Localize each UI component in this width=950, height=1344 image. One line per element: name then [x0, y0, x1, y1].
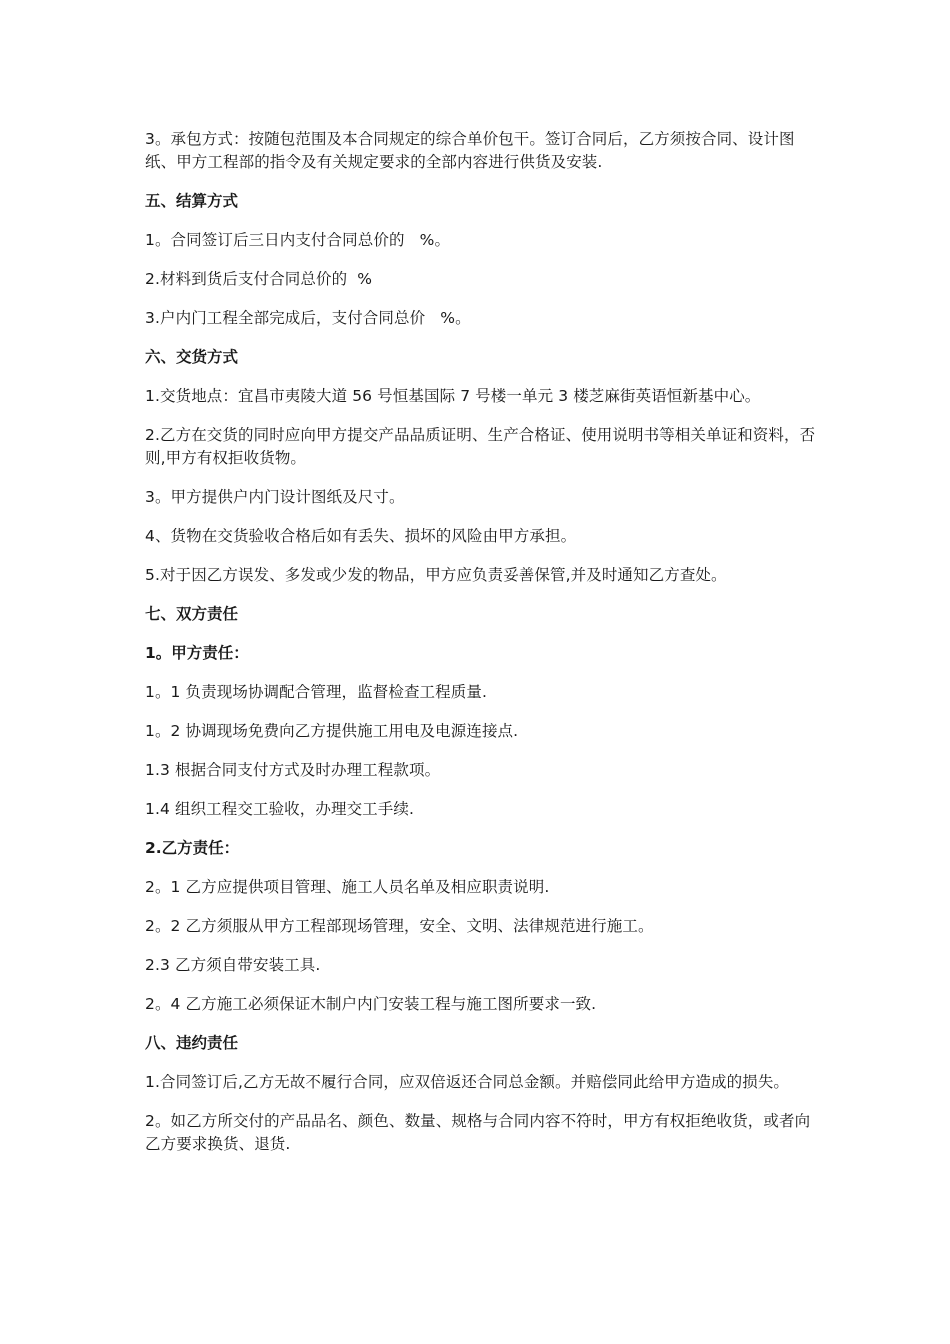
clause-party-b-2-4: 2。4 乙方施工必须保证木制户内门安装工程与施工图所要求一致. [145, 995, 597, 1013]
section-heading-delivery: 六、交货方式 [145, 348, 239, 366]
clause-breach-1: 1.合同签订后,乙方无故不履行合同，应双倍返还合同总金额。并赔偿同此给甲方造成的损失。 [145, 1073, 790, 1091]
subheading-party-b: 2.乙方责任： [145, 839, 240, 857]
section-heading-breach: 八、违约责任 [145, 1034, 239, 1052]
subheading-party-a: 1。甲方责任： [145, 644, 249, 662]
clause-delivery-3: 3。甲方提供户内门设计图纸及尺寸。 [145, 488, 405, 506]
clause-party-b-2-2: 2。2 乙方须服从甲方工程部现场管理，安全、文明、法律规范进行施工。 [145, 917, 654, 935]
clause-delivery-5: 5.对于因乙方误发、多发或少发的物品，甲方应负责妥善保管,并及时通知乙方查处。 [145, 566, 727, 584]
clause-party-a-1-3: 1.3 根据合同支付方式及时办理工程款项。 [145, 761, 441, 779]
clause-settlement-1: 1。合同签订后三日内支付合同总价的 %。 [145, 231, 451, 249]
clause-delivery-2: 2.乙方在交货的同时应向甲方提交产品品质证明、生产合格证、使用说明书等相关单证和资料，否则,甲方有权拒收货物。 [145, 426, 816, 467]
clause-party-b-2-1: 2。1 乙方应提供项目管理、施工人员名单及相应职责说明. [145, 878, 550, 896]
clause-settlement-3: 3.户内门工程全部完成后，支付合同总价 %。 [145, 309, 471, 327]
clause-party-a-1-2: 1。2 协调现场免费向乙方提供施工用电及电源连接点. [145, 722, 519, 740]
clause-delivery-1: 1.交货地点：宜昌市夷陵大道 56 号恒基国际 7 号楼一单元 3 楼芝麻街英语恒新基中心。 [145, 387, 761, 405]
section-heading-responsibilities: 七、双方责任 [145, 605, 239, 623]
clause-settlement-2: 2.材料到货后支付合同总价的 % [145, 270, 373, 288]
clause-party-a-1-4: 1.4 组织工程交工验收，办理交工手续. [145, 800, 415, 818]
clause-breach-2: 2。如乙方所交付的产品品名、颜色、数量、规格与合同内容不符时，甲方有权拒绝收货，或者向乙方要求换货、退货. [145, 1112, 811, 1153]
clause-contract-method: 3。承包方式：按随包范围及本合同规定的综合单价包干。签订合同后，乙方须按合同、设计图纸、甲方工程部的指令及有关规定要求的全部内容进行供货及安装. [145, 130, 795, 171]
document-page [145, 128, 825, 1172]
section-heading-settlement: 五、结算方式 [145, 192, 239, 210]
clause-party-b-2-3: 2.3 乙方须自带安装工具. [145, 956, 321, 974]
clause-delivery-4: 4、货物在交货验收合格后如有丢失、损坏的风险由甲方承担。 [145, 527, 577, 545]
clause-party-a-1-1: 1。1 负责现场协调配合管理，监督检查工程质量. [145, 683, 487, 701]
